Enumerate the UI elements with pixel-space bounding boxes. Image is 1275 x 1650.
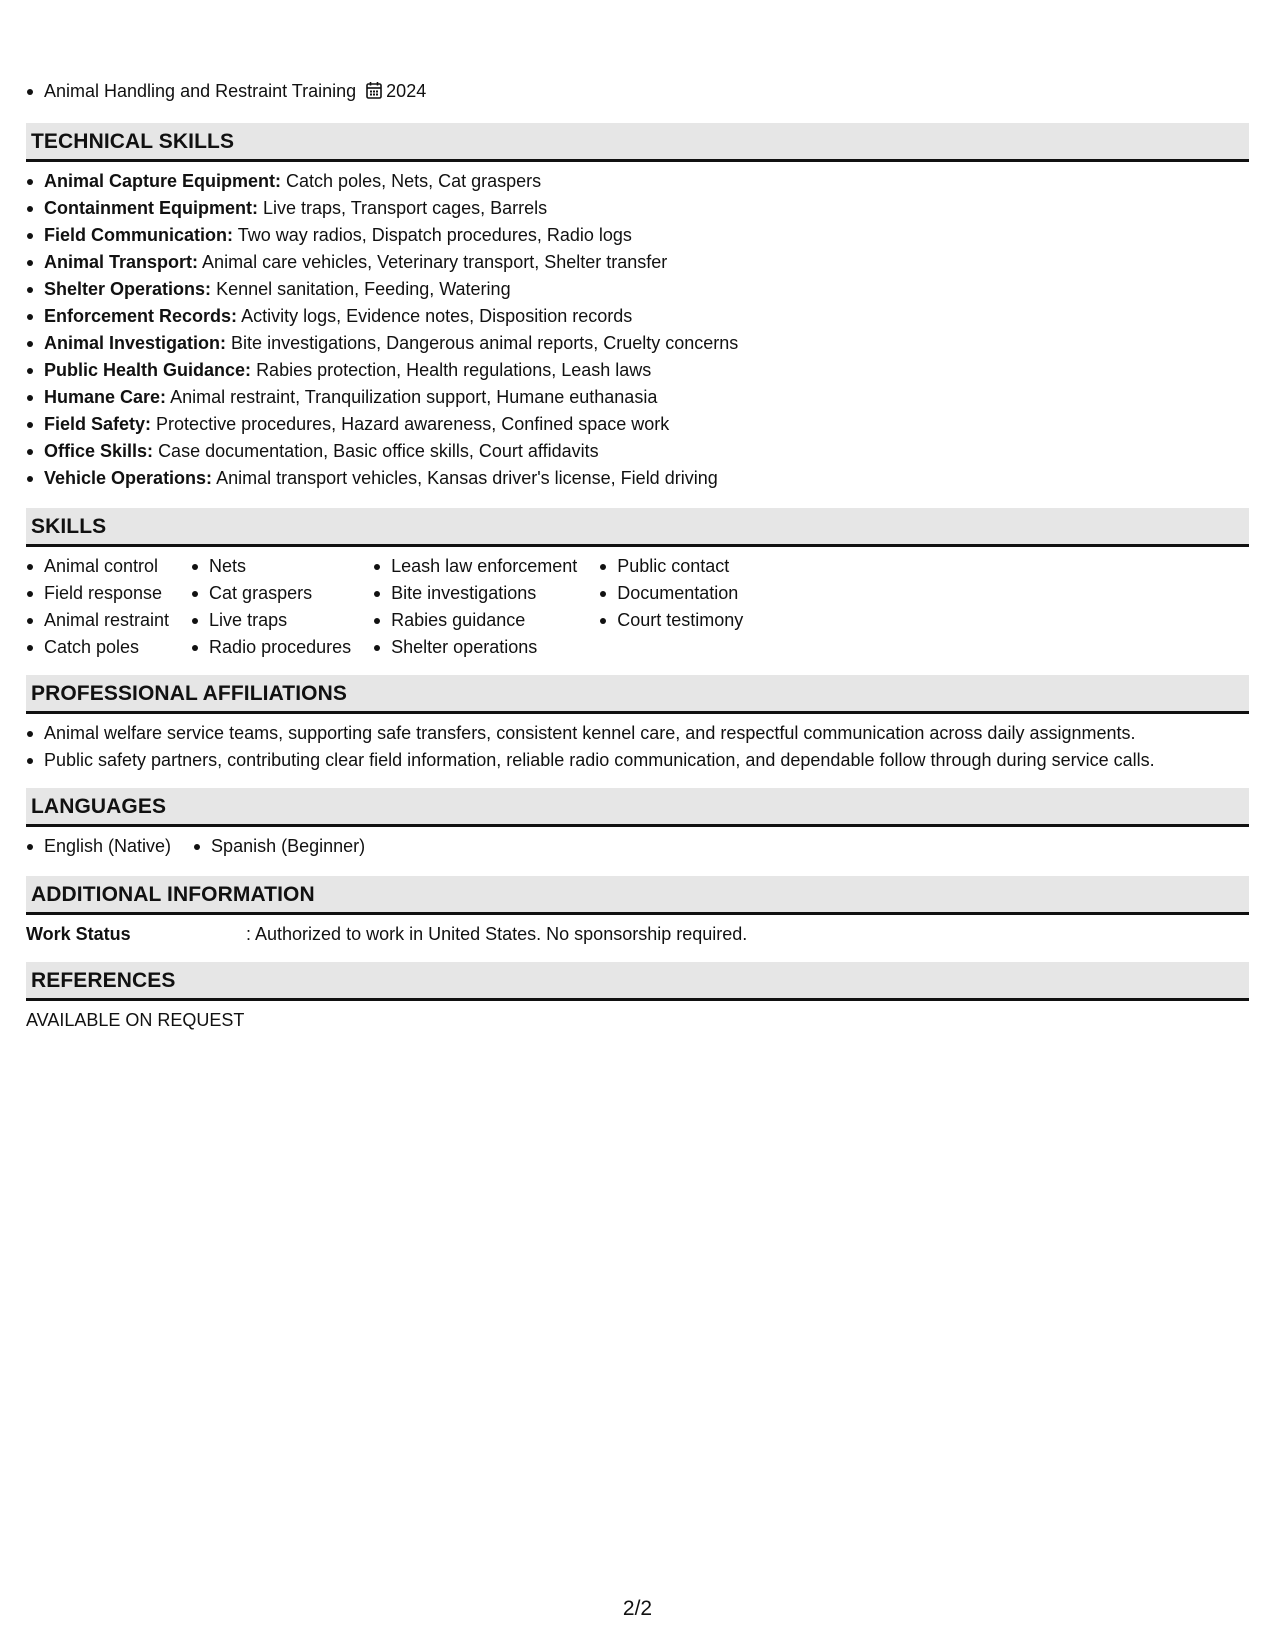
skill-item: Animal restraint (26, 607, 169, 634)
technical-skill-item (26, 249, 1249, 276)
skill-item: Rabies guidance (373, 607, 577, 634)
skill-item: Bite investigations (373, 580, 577, 607)
skill-item: Leash law enforcement (373, 553, 577, 580)
section-header-languages: LANGUAGES (26, 788, 1249, 827)
affiliations-list (26, 720, 1249, 774)
language-item: English (Native) (26, 833, 171, 860)
technical-skill-value: Bite investigations, Dangerous animal reports, Cruelty concerns (231, 333, 739, 353)
affiliation-item: Animal welfare service teams, supporting safe transfers, consistent kennel care, and respectful communication across daily assignments. (26, 720, 1249, 747)
technical-skill-item (26, 303, 1249, 330)
technical-skill-value: Rabies protection, Health regulations, Leash laws (256, 360, 652, 380)
skill-item: Shelter operations (373, 634, 577, 661)
technical-skill-label: Animal Capture Equipment: (44, 171, 282, 191)
work-status-label: Work Status (26, 924, 131, 944)
technical-skill-label: Animal Investigation: (44, 333, 227, 353)
technical-skill-value: Activity logs, Evidence notes, Disposition records (241, 306, 633, 326)
skill-item: Court testimony (599, 607, 743, 634)
technical-skill-item (26, 384, 1249, 411)
skill-item: Field response (26, 580, 169, 607)
technical-skill-item (26, 195, 1249, 222)
references-text: AVAILABLE ON REQUEST (26, 1010, 245, 1030)
technical-skill-value: Animal transport vehicles, Kansas driver's license, Field driving (216, 468, 718, 488)
skill-item: Documentation (599, 580, 743, 607)
skill-item: Animal control (26, 553, 169, 580)
calendar-icon (366, 80, 382, 107)
affiliation-item: Public safety partners, contributing clear field information, reliable radio communication, and dependable follow through during service calls. (26, 747, 1249, 774)
technical-skill-value: Protective procedures, Hazard awareness, Confined space work (156, 414, 670, 434)
certification-item (26, 78, 1249, 107)
resume-page (26, 0, 1249, 1034)
technical-skill-label: Shelter Operations: (44, 279, 212, 299)
technical-skill-item (26, 168, 1249, 195)
technical-skill-item (26, 438, 1249, 465)
technical-skill-label: Public Health Guidance: (44, 360, 252, 380)
page-number: 2/2 (622, 1597, 653, 1620)
work-status-value: : Authorized to work in United States. No sponsorship required. (246, 924, 748, 944)
certification-name: Animal Handling and Restraint Training (44, 81, 357, 101)
technical-skill-label: Field Safety: (44, 414, 152, 434)
technical-skill-item (26, 411, 1249, 438)
skill-item: Public contact (599, 553, 743, 580)
technical-skill-value: Two way radios, Dispatch procedures, Radio logs (237, 225, 632, 245)
skill-item: Live traps (191, 607, 351, 634)
skill-item: Nets (191, 553, 351, 580)
technical-skill-label: Field Communication: (44, 225, 233, 245)
technical-skills-list (26, 168, 1249, 492)
skills-grid (26, 553, 1249, 661)
technical-skill-label: Humane Care: (44, 387, 167, 407)
skill-item: Radio procedures (191, 634, 351, 661)
section-header-references: REFERENCES (26, 962, 1249, 1001)
skills-column (26, 553, 169, 661)
technical-skill-label: Office Skills: (44, 441, 154, 461)
technical-skill-label: Enforcement Records: (44, 306, 238, 326)
technical-skill-label: Vehicle Operations: (44, 468, 213, 488)
skill-item: Catch poles (26, 634, 169, 661)
technical-skill-item (26, 330, 1249, 357)
technical-skill-label: Animal Transport: (44, 252, 199, 272)
section-header-additional-information: ADDITIONAL INFORMATION (26, 876, 1249, 915)
languages-list (26, 833, 1249, 860)
certification-list (26, 78, 1249, 107)
technical-skill-item (26, 222, 1249, 249)
certification-year: 2024 (386, 81, 427, 101)
technical-skill-value: Animal care vehicles, Veterinary transport, Shelter transfer (202, 252, 668, 272)
technical-skill-value: Kennel sanitation, Feeding, Watering (216, 279, 511, 299)
technical-skill-value: Case documentation, Basic office skills, Court affidavits (158, 441, 599, 461)
skill-item: Cat graspers (191, 580, 351, 607)
section-header-skills: SKILLS (26, 508, 1249, 547)
technical-skill-value: Live traps, Transport cages, Barrels (263, 198, 548, 218)
technical-skill-value: Catch poles, Nets, Cat graspers (286, 171, 542, 191)
skills-column (191, 553, 351, 661)
section-header-technical-skills: TECHNICAL SKILLS (26, 123, 1249, 162)
section-header-professional-affiliations: PROFESSIONAL AFFILIATIONS (26, 675, 1249, 714)
technical-skill-value: Animal restraint, Tranquilization support, Humane euthanasia (170, 387, 658, 407)
technical-skill-item (26, 465, 1249, 492)
skills-column (599, 553, 743, 661)
technical-skill-item (26, 357, 1249, 384)
language-item: Spanish (Beginner) (193, 833, 365, 860)
skills-column (373, 553, 577, 661)
work-status-row (26, 921, 1249, 948)
technical-skill-item (26, 276, 1249, 303)
technical-skill-label: Containment Equipment: (44, 198, 258, 218)
